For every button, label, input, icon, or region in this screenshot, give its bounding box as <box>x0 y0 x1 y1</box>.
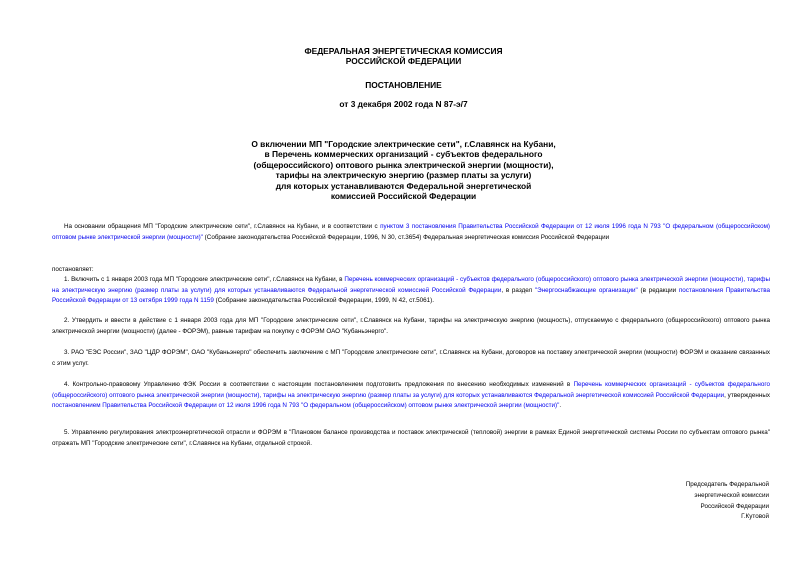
paragraph-2 <box>52 316 770 337</box>
p1-link-section[interactable]: "Энергоснабжающие организации" <box>534 286 638 294</box>
signature-line-3: Российской Федерации <box>700 502 769 510</box>
title-line-2: в Перечень коммерческих организаций - субъектов федерального <box>264 149 543 160</box>
signature-line-2: энергетической комиссии <box>694 491 769 499</box>
document-title <box>0 139 807 201</box>
p4-link-organizations-list[interactable]: Перечень коммерческих организаций - субъектов федерального (общероссийского) оптового рынка электрической энергии (мощности), тарифы на электрическую энергию (размер платы за услуги) для которых устанавливаются Федеральной энергетической комиссией Российской Федерации <box>52 381 771 399</box>
paragraph-5 <box>52 428 770 449</box>
p1-text-3: (в редакции <box>637 286 679 294</box>
p4-text-1: 4. Контрольно-правовому Управлению ФЭК России в соответствии с настоящим постановлением подготовить предложения по внесению необходимых изменений в <box>64 381 574 388</box>
p4-text-3: . <box>559 402 562 409</box>
p1-link-resolution-1159[interactable]: постановления Правительства Российской Федерации от 13 октября 1999 года N 1159 <box>52 286 770 304</box>
document-date: от 3 декабря 2002 года N 87-э/7 <box>339 99 468 109</box>
signature-line-1: Председатель Федеральной <box>685 481 769 488</box>
intro-paragraph <box>52 222 770 243</box>
paragraph-4 <box>52 380 770 412</box>
p1-text-2: , в раздел <box>501 286 535 294</box>
title-line-6: комиссией Российской Федерации <box>330 191 477 202</box>
org-line-1: ФЕДЕРАЛЬНАЯ ЭНЕРГЕТИЧЕСКАЯ КОМИССИЯ <box>304 46 503 56</box>
title-line-3: (общероссийского) оптового рынка электрической энергии (мощности), <box>253 159 554 170</box>
org-line-2: РОССИЙСКОЙ ФЕДЕРАЦИИ <box>345 56 462 67</box>
p5-text: 5. Управлению регулирования электроэнергетической отрасли и ФОРЭМ в "Плановом балансе производства и поставок электрической (тепловой) энергии в рамках Единой энергетической системы России по субъектам оптового рынка" отражать МП "Городские электрические сети", г.Славянск на Кубани, отдельной строкой. <box>52 429 770 447</box>
p3-text: 3. РАО "ЕЭС России", ЗАО "ЦДР ФОРЭМ", ОАО "Кубаньэнерго" обеспечить заключение с МП "Городские электрические сети", г.Славянск на Кубани, договоров на поставку электрической энергии (мощности) ФОРЭМ и оказание связанных с этим услуг. <box>52 349 770 367</box>
paragraph-1 <box>52 275 770 307</box>
p4-link-resolution-793[interactable]: постановлением Правительства Российской Федерации от 12 июля 1996 года N 793 "О федеральном (общероссийском) оптовом рынке электрической энергии (мощности)" <box>52 402 560 409</box>
paragraph-3 <box>52 348 770 369</box>
signature-block <box>686 480 769 523</box>
title-line-4: тарифы на электрическую энергию (размер платы за услуги) <box>275 170 532 181</box>
issuing-organization <box>0 46 807 67</box>
intro-link-government-resolution[interactable]: пунктом 3 постановления Правительства Российской Федерации от 12 июля 1996 года N 793 "О федеральном (общероссийском) оптовом рынке электрической энергии (мощности)" <box>52 223 770 241</box>
p1-text-1: 1. Включить с 1 января 2003 года МП "Городские электрические сети", г.Славянск на Кубани, в <box>64 276 345 283</box>
p1-link-organizations-list[interactable]: Перечень коммерческих организаций - субъектов федерального (общероссийского) оптового рынка электрической энергии (мощности), тарифы на электрическую энергию (размер платы за услуги) для которых устанавливаются Федеральной энергетической комиссией Российской Федерации <box>52 276 771 294</box>
document-type: ПОСТАНОВЛЕНИЕ <box>365 80 442 90</box>
intro-text-1: На основании обращения МП "Городские электрические сети", г.Славянск на Кубани, и в соответствии с <box>64 223 381 230</box>
intro-text-2: (Собрание законодательства Российской Федерации, 1996, N 30, ст.3654) Федеральная энергетическая комиссия Российской Федерации <box>202 233 610 241</box>
p1-text-4: (Собрание законодательства Российской Федерации, 1999, N 42, ст.5061). <box>213 297 435 304</box>
signatory-name: Г.Кутовой <box>741 513 769 521</box>
p4-text-2: , утвержденных <box>724 391 770 399</box>
title-line-1: О включении МП "Городские электрические сети", г.Славянск на Кубани, <box>251 139 556 149</box>
decree-word: постановляет: <box>52 266 94 273</box>
p2-text: 2. Утвердить и ввести в действие с 1 января 2003 года для МП "Городские электрические сети", г.Славянск на Кубани, тарифы на электрическую энергию (мощность), отпускаемую с федерального (общероссийского) оптового рынка электрической энергии (мощности) (далее - ФОРЭМ), равные тарифам на покупку с ФОРЭМ ОАО "Кубаньэнерго". <box>52 317 770 335</box>
title-line-5: для которых устанавливаются Федеральной энергетической <box>275 180 532 191</box>
